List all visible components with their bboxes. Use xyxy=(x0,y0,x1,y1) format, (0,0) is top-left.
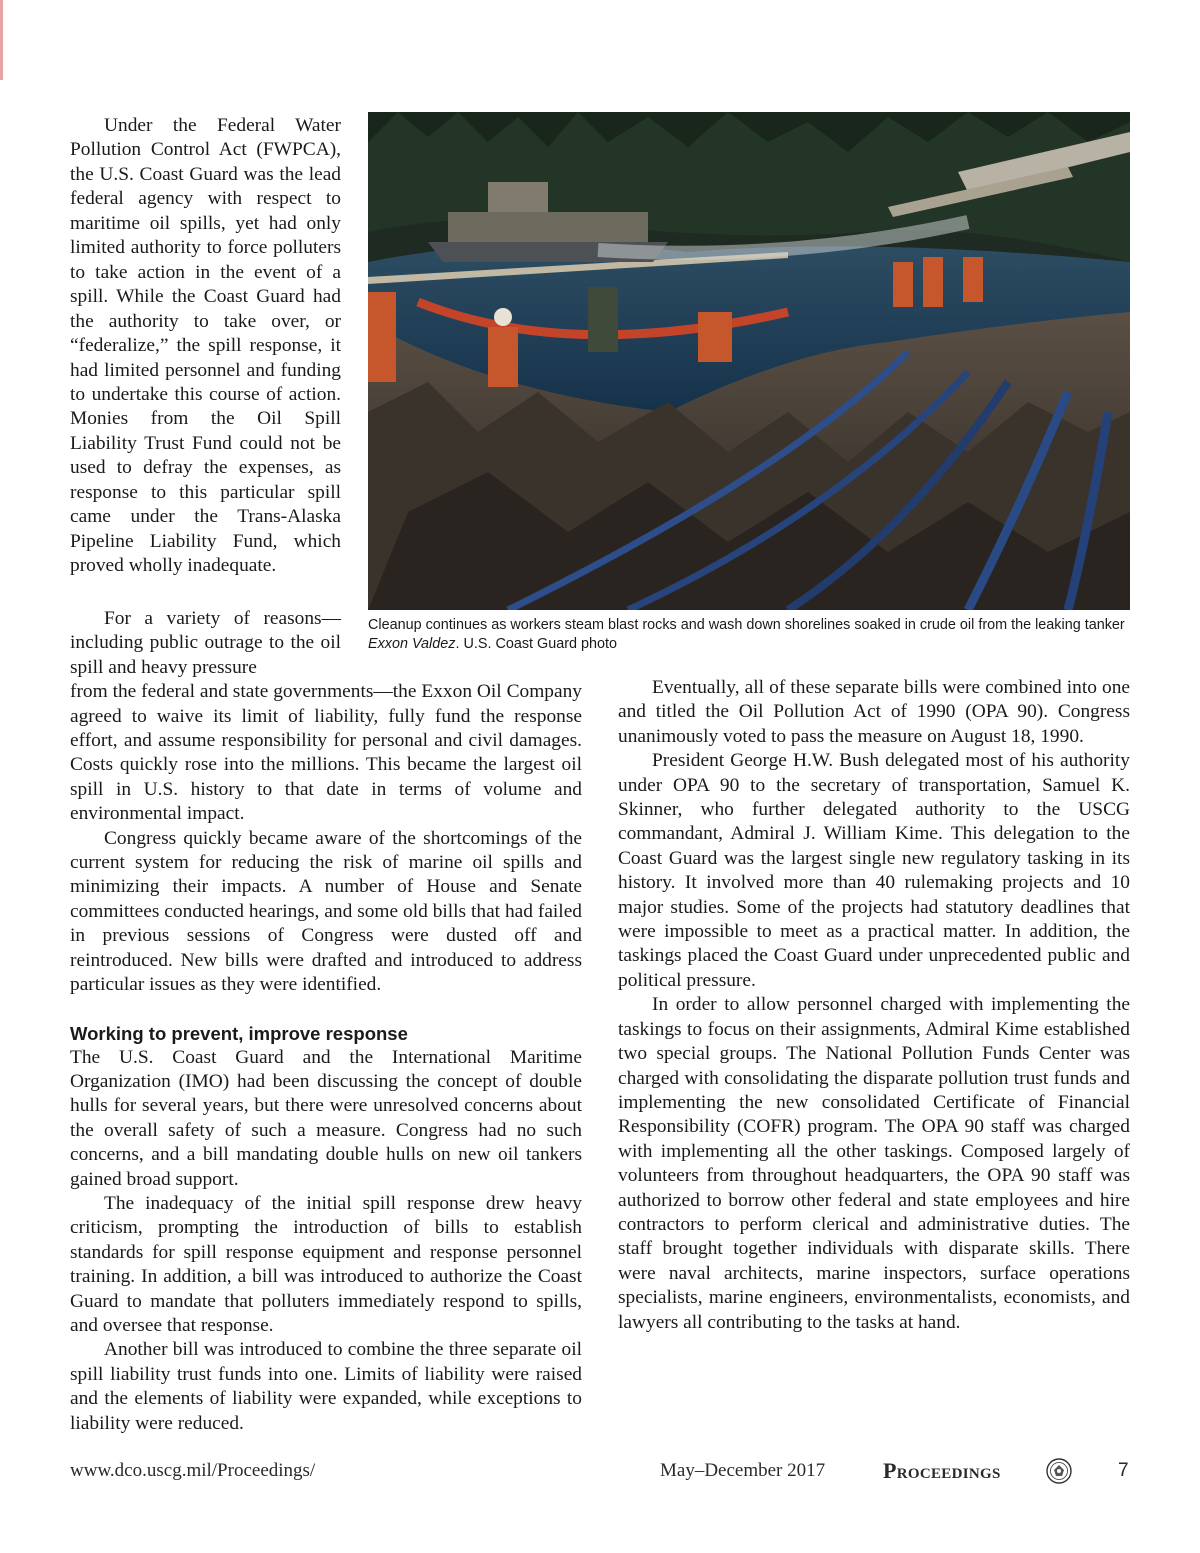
cleanup-photo xyxy=(368,112,1130,610)
shoreline-cleanup-image xyxy=(368,112,1130,610)
caption-vessel-name: Exxon Valdez xyxy=(368,636,456,652)
delegation-paragraph: President George H.W. Bush delegated most of his authority under OPA 90 to the secretary of transportation, Samuel K. Skinner, who further delegated authority to the USCG commandant, Admiral J. William Kime. This delegation to the Coast Guard was the largest single new regulatory tasking in its history. It involved more than 40 rulemaking projects and 10 major studies. Some of the projects had statutory deadlines that were impossible to meet as a practical matter. In addition, the taskings placed the Coast Guard under unprecedented public and political pressure. xyxy=(618,750,1130,991)
left-column xyxy=(70,607,582,1436)
intro-paragraph: Under the Federal Water Pollution Control Act (FWPCA), the U.S. Coast Guard was the lead federal agency with respect to maritime oil spills, yet had only limited authority to force polluters to take action in the event of a spill. While the Coast Guard had the authority to take over, or “federalize,” the spill response, it had limited personnel and funding to undertake this course of action. Monies from the Oil Spill Liability Trust Fund could not be used to defray the expenses, as response to this particular spill came under the Trans-Alaska Pipeline Liability Fund, which proved wholly inadequate. xyxy=(70,115,341,577)
footer-publication-name: Proceedings xyxy=(883,1458,1001,1483)
lead-paragraph-continued: from the federal and state governments—the Exxon Oil Company agreed to waive its limit of liability, fully fund the response effort, and assume responsibility for personal and civil damages. Costs quickly rose into the millions. This became the largest oil spill in U.S. history to that date in terms of volume and environmental impact. xyxy=(70,681,582,825)
page-edge-mark xyxy=(0,0,3,80)
page-footer xyxy=(0,1458,1200,1498)
footer-issue-date: May–December 2017 xyxy=(660,1460,826,1481)
right-column xyxy=(618,676,1130,1335)
congress-paragraph: Congress quickly became aware of the shortcomings of the current system for reducing the risk of marine oil spills and minimizing their impacts. A number of House and Senate committees conducted hearings, and some old bills that had failed in previous sessions of Congress were dusted off and reintroduced. New bills were drafted and introduced to address particular issues as they were identified. xyxy=(70,827,582,996)
caption-text: Cleanup continues as workers steam blast rocks and wash down shorelines soaked in crude oil from the leaking tanker xyxy=(368,617,1125,633)
page-number: 7 xyxy=(1118,1460,1129,1481)
coast-guard-seal-icon xyxy=(1046,1458,1072,1484)
footer-url[interactable]: www.dco.uscg.mil/Proceedings/ xyxy=(70,1460,316,1481)
opa90-paragraph: Eventually, all of these separate bills were combined into one and titled the Oil Pollution Act of 1990 (OPA 90). Congress unanimously voted to pass the measure on August 18, 1990. xyxy=(618,677,1130,747)
special-groups-paragraph: In order to allow personnel charged with implementing the taskings to focus on their assignments, Admiral Kime established two special groups. The National Pollution Funds Center was charged with consolidating the disparate pollution trust funds and implementing the new consolidated Certificate of Financial Responsibility (COFR) program. The OPA 90 staff was charged with implementing all the other taskings. Composed largely of volunteers from throughout headquarters, the OPA 90 staff was authorized to borrow other federal and state employees and hire contractors to perform clerical and administrative duties. The staff brought together individuals with disparate skills. There were naval architects, marine inspectors, surface operations specialists, marine engineers, environmentalists, economists, and lawyers all contributing to the tasks at hand. xyxy=(618,994,1130,1333)
caption-credit: . U.S. Coast Guard photo xyxy=(455,636,618,652)
inadequacy-paragraph: The inadequacy of the initial spill response drew heavy criticism, prompting the introduction of bills to establish standards for spill response equipment and response personnel training. In addition, a bill was introduced to authorize the Coast Guard to mandate that polluters immediately respond to spills, and oversee that response. xyxy=(70,1192,582,1336)
imo-paragraph: The U.S. Coast Guard and the International Maritime Organization (IMO) had been discussing the concept of double hulls for several years, but there were unresolved concerns about the overall safety of such a measure. Congress had no such concerns, and a bill mandating double hulls on new oil tankers gained broad support. xyxy=(70,1046,582,1190)
section-heading: Working to prevent, improve response xyxy=(70,1022,408,1044)
intro-column xyxy=(70,114,341,579)
lead-paragraph-start: For a variety of reasons—including public outrage to the oil spill and heavy pressure xyxy=(70,608,341,678)
trust-funds-paragraph: Another bill was introduced to combine the three separate oil spill liability trust funds into one. Limits of liability were raised and the elements of liability were expanded, while exceptions to liability were reduced. xyxy=(70,1339,582,1434)
